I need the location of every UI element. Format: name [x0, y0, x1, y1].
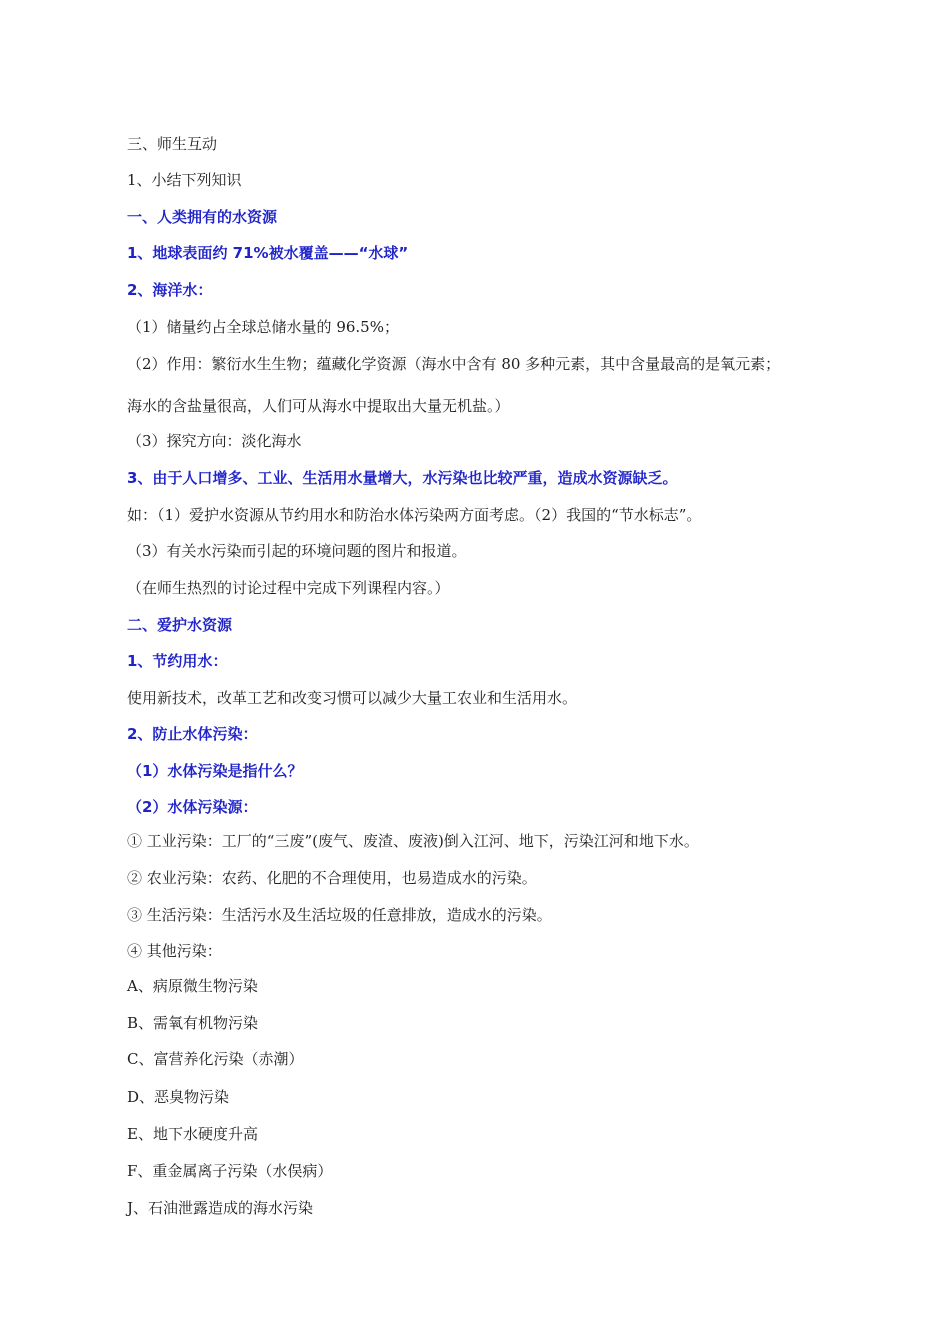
section-heading-interaction: 三、师生互动 — [127, 135, 218, 153]
ocean-function: （2）作用：繁衍水生生物；蕴藏化学资源（海水中含有 80 多种元素，其中含量最高的是氧元素； — [127, 355, 781, 373]
discussion-note: （在师生热烈的讨论过程中完成下列课程内容。） — [127, 579, 450, 597]
source-agricultural: ② 农业污染：农药、化肥的不合理使用，也易造成水的污染。 — [127, 869, 537, 887]
point-prevent-pollution: 2、防止水体污染： — [127, 725, 258, 743]
point-save-water: 1、节约用水： — [127, 652, 228, 670]
ocean-storage: （1）储量约占全球总储水量的 96.5%； — [127, 318, 399, 336]
question-what-is-pollution: （1）水体污染是指什么？ — [127, 762, 303, 780]
summary-intro: 1、小结下列知识 — [127, 171, 242, 189]
source-other: ④ 其他污染： — [127, 942, 222, 960]
heading-protect-water: 二、爱护水资源 — [127, 616, 233, 634]
list-item-e: E、地下水硬度升高 — [127, 1125, 258, 1143]
list-item-d: D、恶臭物污染 — [127, 1088, 230, 1106]
save-water-description: 使用新技术，改革工艺和改变习惯可以减少大量工农业和生活用水。 — [127, 689, 578, 707]
point-earth-surface: 1、地球表面约 71%被水覆盖——“水球” — [127, 244, 409, 262]
ocean-function-continued: 海水的含盐量很高，人们可从海水中提取出大量无机盐。） — [127, 397, 510, 415]
list-item-f: F、重金属离子污染（水俣病） — [127, 1162, 333, 1180]
source-domestic: ③ 生活污染：生活污水及生活垃圾的任意排放，造成水的污染。 — [127, 906, 552, 924]
point-water-shortage: 3、由于人口增多、工业、生活用水量增大，水污染也比较严重，造成水资源缺乏。 — [127, 469, 678, 487]
example-line: 如：（1）爱护水资源从节约用水和防治水体污染两方面考虑。（2）我国的“节水标志”。 — [127, 506, 702, 524]
list-item-a: A、病原微生物污染 — [127, 977, 258, 995]
list-item-b: B、需氧有机物污染 — [127, 1014, 259, 1032]
point-ocean-water: 2、海洋水： — [127, 281, 213, 299]
heading-water-resources: 一、人类拥有的水资源 — [127, 208, 278, 226]
list-item-c: C、富营养化污染（赤潮） — [127, 1050, 304, 1068]
pollution-reports: （3）有关水污染而引起的环境问题的图片和报道。 — [127, 542, 467, 560]
heading-pollution-sources: （2）水体污染源： — [127, 798, 258, 816]
ocean-research-direction: （3）探究方向：淡化海水 — [127, 432, 302, 450]
list-item-j: J、石油泄露造成的海水污染 — [127, 1199, 314, 1217]
source-industrial: ① 工业污染：工厂的“三废”(废气、废渣、废液)倒入江河、地下，污染江河和地下水。 — [127, 832, 699, 850]
